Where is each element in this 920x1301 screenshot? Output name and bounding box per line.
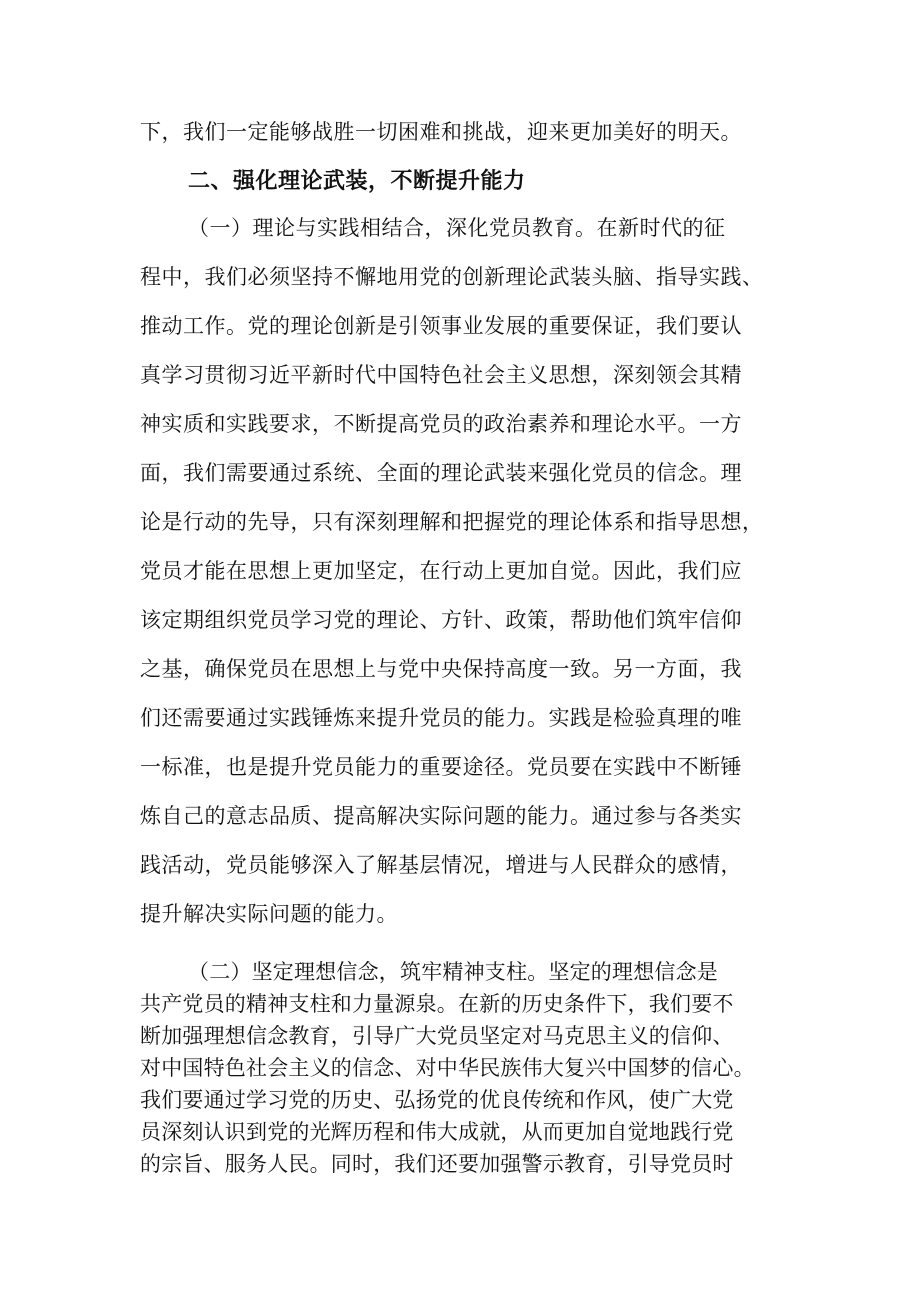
paragraph-line: 一标准，也是提升党员能力的重要途径。党员要在实践中不断锤: [140, 755, 742, 779]
paragraph-line: 提升解决实际问题的能力。: [140, 902, 398, 926]
paragraph-line: 之基，确保党员在思想上与党中央保持高度一致。另一方面，我: [140, 657, 742, 681]
paragraph-line: 员深刻认识到党的光辉历程和伟大成就，从而更加自觉地践行党: [140, 1120, 734, 1144]
paragraph-line: 神实质和实践要求，不断提高党员的政治素养和理论水平。一方: [140, 412, 742, 436]
paragraph-line: 我们要通过学习党的历史、弘扬党的优良传统和作风，使广大党: [140, 1088, 734, 1112]
paragraph-line: 的宗旨、服务人民。同时，我们还要加强警示教育，引导党员时: [140, 1152, 734, 1176]
paragraph-line: 们还需要通过实践锤炼来提升党员的能力。实践是检验真理的唯: [140, 706, 742, 730]
paragraph-line: 面，我们需要通过系统、全面的理论武装来强化党员的信念。理: [140, 461, 742, 485]
paragraph-line: 断加强理想信念教育，引导广大党员坚定对马克思主义的信仰、: [140, 1024, 734, 1048]
paragraph-line: 炼自己的意志品质、提高解决实际问题的能力。通过参与各类实: [140, 804, 742, 828]
paragraph-line: （二）坚定理想信念，筑牢精神支柱。坚定的理想信念是: [188, 960, 718, 984]
paragraph-line: 推动工作。党的理论创新是引领事业发展的重要保证，我们要认: [140, 314, 742, 338]
lead-line: 下，我们一定能够战胜一切困难和挑战，迎来更加美好的明天。: [140, 120, 742, 144]
paragraph-line: 共产党员的精神支柱和力量源泉。在新的历史条件下，我们要不: [140, 992, 734, 1016]
paragraph-line: （一）理论与实践相结合，深化党员教育。在新时代的征: [188, 216, 726, 240]
paragraph-line: 党员才能在思想上更加坚定，在行动上更加自觉。因此，我们应: [140, 559, 742, 583]
section-heading: 二、强化理论武装，不断提升能力: [188, 169, 526, 194]
paragraph-line: 该定期组织党员学习党的理论、方针、政策，帮助他们筑牢信仰: [140, 608, 742, 632]
paragraph-line: 践活动，党员能够深入了解基层情况，增进与人民群众的感情，: [140, 853, 742, 877]
paragraph-line: 真学习贯彻习近平新时代中国特色社会主义思想，深刻领会其精: [140, 363, 742, 387]
paragraph-line: 对中国特色社会主义的信念、对中华民族伟大复兴中国梦的信心。: [140, 1056, 755, 1080]
paragraph-line: 论是行动的先导，只有深刻理解和把握党的理论体系和指导思想，: [140, 510, 764, 534]
paragraph-line: 程中，我们必须坚持不懈地用党的创新理论武装头脑、指导实践、: [140, 265, 764, 289]
